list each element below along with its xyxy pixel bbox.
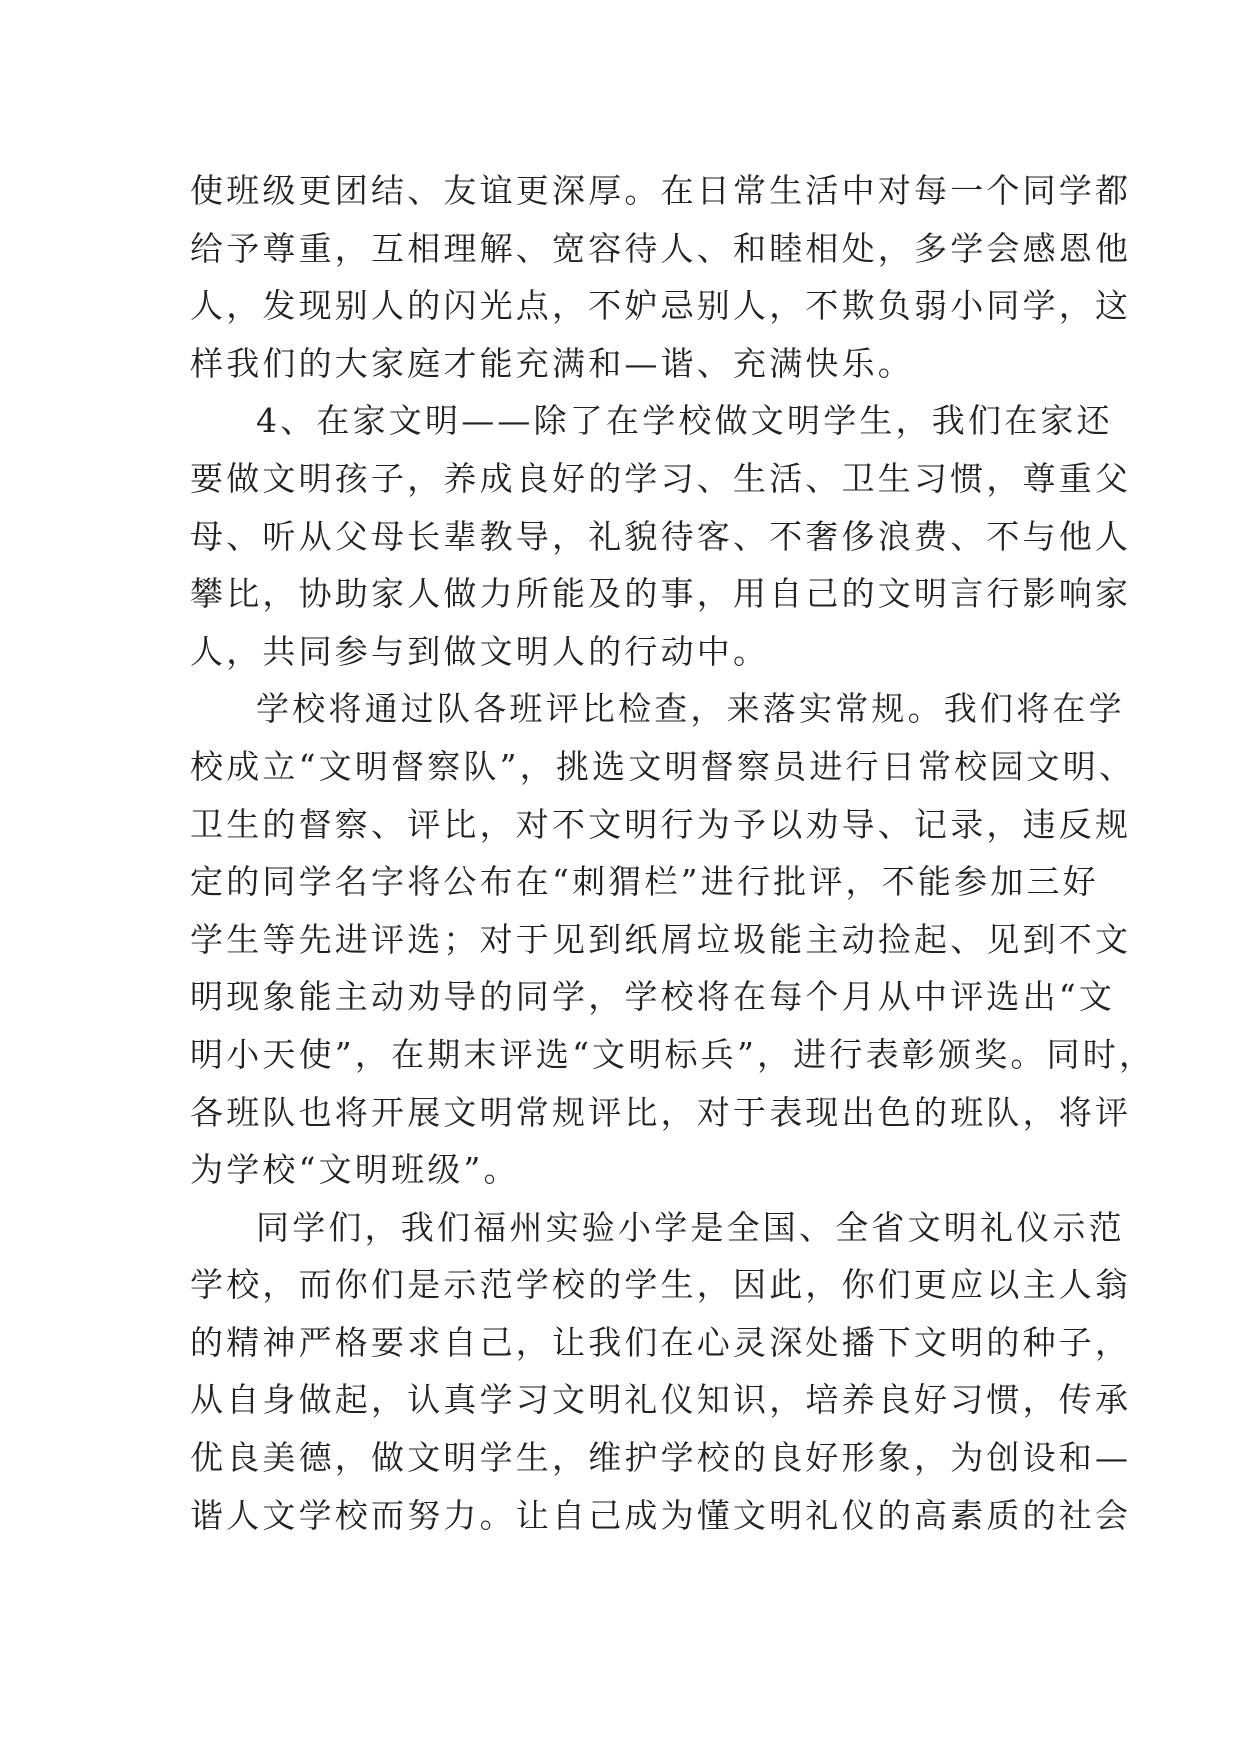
- text-line: 攀比，协助家人做力所能及的事，用自己的文明言行影响家: [190, 574, 1132, 614]
- text-line: 卫生的督察、评比，对不文明行为予以劝导、记录，违反规: [190, 804, 1132, 844]
- text-line: 优良美德，做文明学生，维护学校的良好形象，为创设和—: [190, 1438, 1132, 1478]
- document-body: [190, 162, 1156, 1544]
- text-line: 要做文明孩子，养成良好的学习、生活、卫生习惯，尊重父: [190, 458, 1132, 498]
- text-line: 人，发现别人的闪光点，不妒忌别人，不欺负弱小同学，这: [190, 286, 1132, 326]
- text-line: 为学校“文明班级”。: [190, 1150, 520, 1190]
- text-line: 谐人文学校而努力。让自己成为懂文明礼仪的高素质的社会: [190, 1495, 1132, 1535]
- text-line: 给予尊重，互相理解、宽容待人、和睦相处，多学会感恩他: [190, 228, 1132, 268]
- paragraph-first-line: 同学们，我们福州实验小学是全国、全省文明礼仪示范: [256, 1207, 1125, 1247]
- text-line: 明现象能主动劝导的同学，学校将在每个月从中评选出“文: [190, 977, 1116, 1017]
- text-line: 学生等先进评选；对于见到纸屑垃圾能主动捡起、见到不文: [190, 919, 1132, 959]
- text-line: 学校，而你们是示范学校的学生，因此，你们更应以主人翁: [190, 1265, 1132, 1305]
- text-line: 母、听从父母长辈教导，礼貌待客、不奢侈浪费、不与他人: [190, 516, 1132, 556]
- text-line: 从自身做起，认真学习文明礼仪知识，培养良好习惯，传承: [190, 1380, 1132, 1420]
- paragraph-first-line: 4、在家文明——除了在学校做文明学生，我们在家还: [256, 401, 1113, 441]
- text-line: 校成立“文明督察队”，挑选文明督察员进行日常校园文明、: [190, 746, 1136, 786]
- text-line: 使班级更团结、友谊更深厚。在日常生活中对每一个同学都: [190, 171, 1132, 210]
- text-line: 人，共同参与到做文明人的行动中。: [190, 631, 770, 671]
- text-line: 定的同学名字将公布在“刺猬栏”进行批评，不能参加三好: [190, 862, 1099, 902]
- text-line: 样我们的大家庭才能充满和—谐、充满快乐。: [190, 343, 914, 383]
- text-line: 各班队也将开展文明常规评比，对于表现出色的班队，将评: [190, 1092, 1132, 1132]
- text-line: 明小天使”，在期末评选“文明标兵”，进行表彰颁奖。同时，: [190, 1034, 1156, 1074]
- paragraph-first-line: 学校将通过队各班评比检查，来落实常规。我们将在学: [256, 689, 1125, 729]
- text-line: 的精神严格要求自己，让我们在心灵深处播下文明的种子，: [190, 1322, 1132, 1362]
